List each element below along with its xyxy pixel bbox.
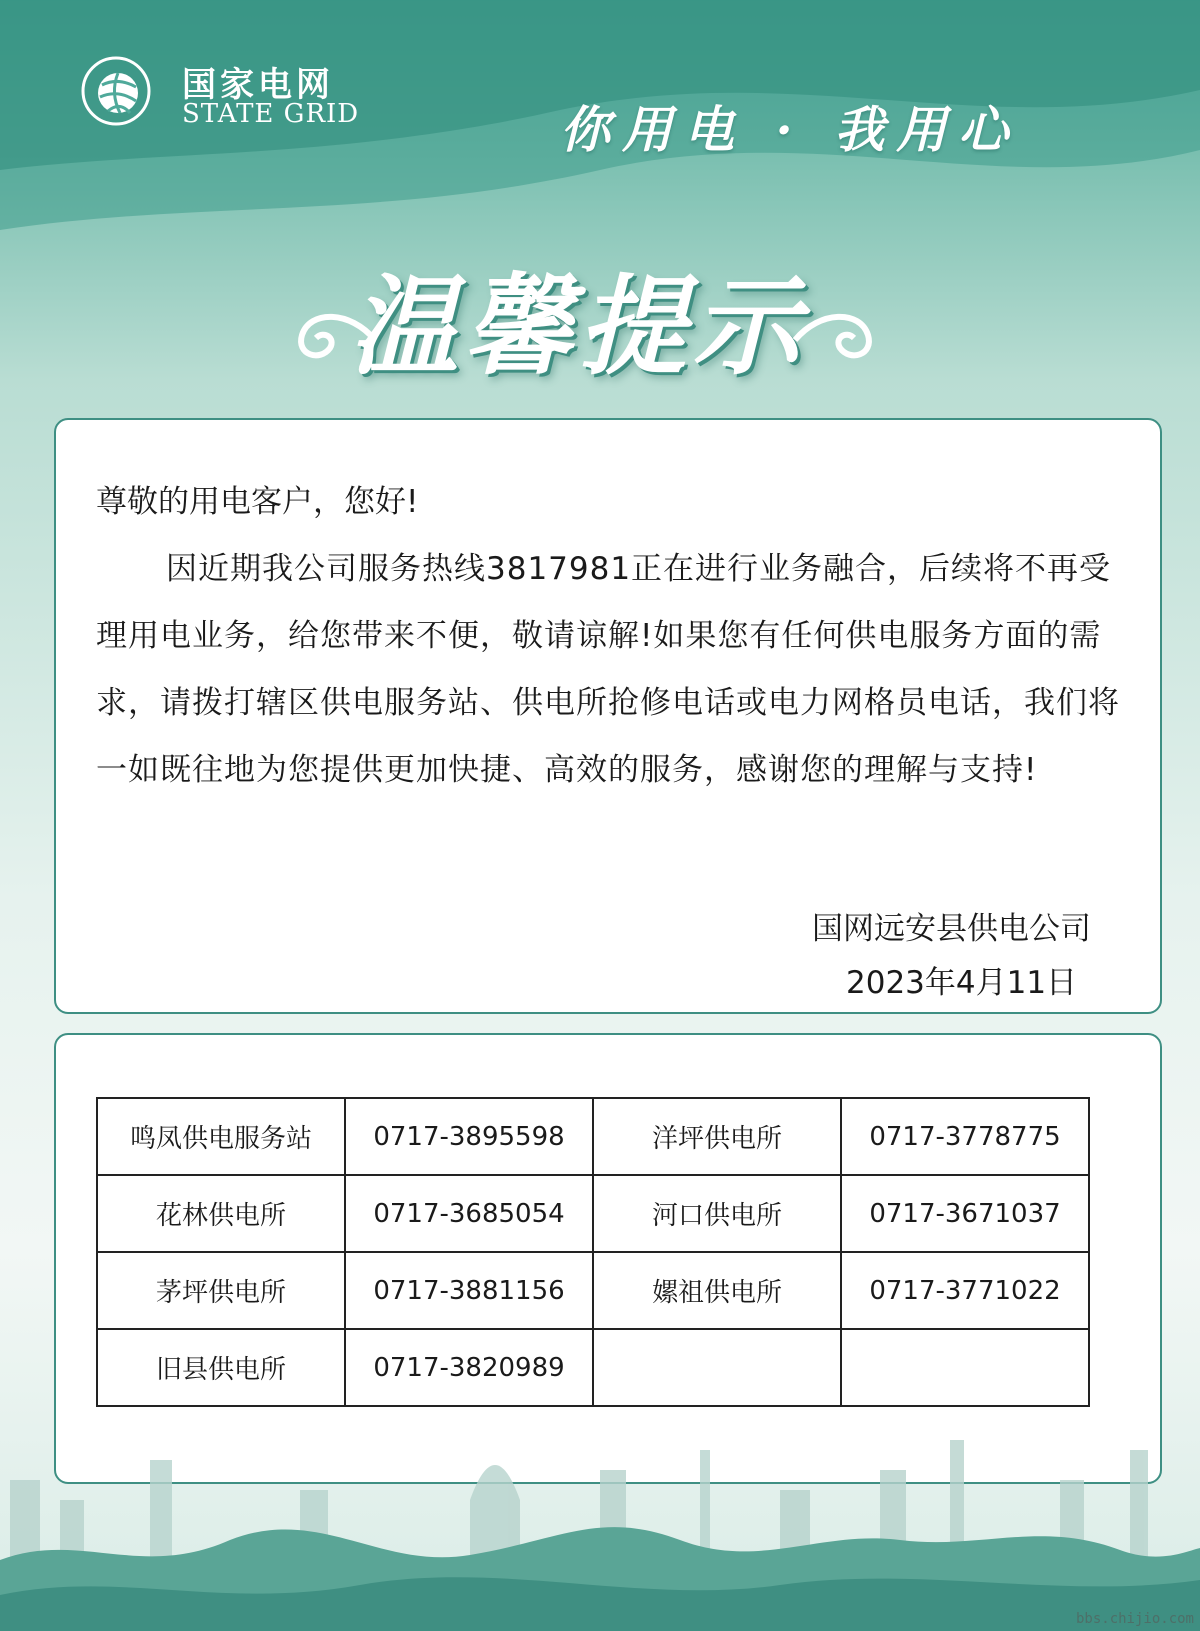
state-grid-globe-icon <box>80 55 152 127</box>
station-phone: 0717-3671037 <box>841 1175 1089 1252</box>
table-row <box>97 1175 1089 1252</box>
contacts-panel <box>54 1033 1162 1484</box>
empty-cell <box>841 1329 1089 1406</box>
headline-title: 温馨提示 <box>350 264 807 390</box>
station-name: 洋坪供电所 <box>593 1098 841 1175</box>
notice-panel <box>54 418 1162 1014</box>
state-grid-logo <box>80 55 380 135</box>
empty-cell <box>593 1329 841 1406</box>
brand-name-cn: 国家电网 <box>182 65 334 105</box>
station-phone: 0717-3685054 <box>345 1175 593 1252</box>
table-row <box>97 1329 1089 1406</box>
table-row <box>97 1098 1089 1175</box>
signature-date: 2023年4月11日 <box>846 965 1078 1001</box>
station-name: 茅坪供电所 <box>97 1252 345 1329</box>
notice-body: 因近期我公司服务热线3817981正在进行业务融合，后续将不再受理用电业务，给您带来不便，敬请谅解!如果您有任何供电服务方面的需求，请拨打辖区供电服务站、供电所抢修电话或电力网格员电话，我们将一如既往地为您提供更加快捷、高效的服务，感谢您的理解与支持! <box>96 551 1120 788</box>
station-name: 旧县供电所 <box>97 1329 345 1406</box>
signature-company: 国网远安县供电公司 <box>812 911 1091 947</box>
greeting: 尊敬的用电客户，您好! <box>96 484 419 520</box>
flourish-right-icon <box>790 300 880 370</box>
brand-name-en: STATE GRID <box>182 99 360 129</box>
station-name: 花林供电所 <box>97 1175 345 1252</box>
table-row <box>97 1252 1089 1329</box>
watermark: bbs.chijio.com <box>1075 1611 1194 1627</box>
station-phone: 0717-3820989 <box>345 1329 593 1406</box>
station-name: 鸣凤供电服务站 <box>97 1098 345 1175</box>
slogan: 你用电 · 我用心 <box>560 100 1021 159</box>
headline-banner <box>290 240 910 390</box>
station-phone: 0717-3895598 <box>345 1098 593 1175</box>
station-phone: 0717-3778775 <box>841 1098 1089 1175</box>
station-name: 河口供电所 <box>593 1175 841 1252</box>
city-skyline-illustration <box>0 1420 1200 1631</box>
station-name: 嫘祖供电所 <box>593 1252 841 1329</box>
contacts-table <box>96 1097 1090 1407</box>
station-phone: 0717-3881156 <box>345 1252 593 1329</box>
station-phone: 0717-3771022 <box>841 1252 1089 1329</box>
